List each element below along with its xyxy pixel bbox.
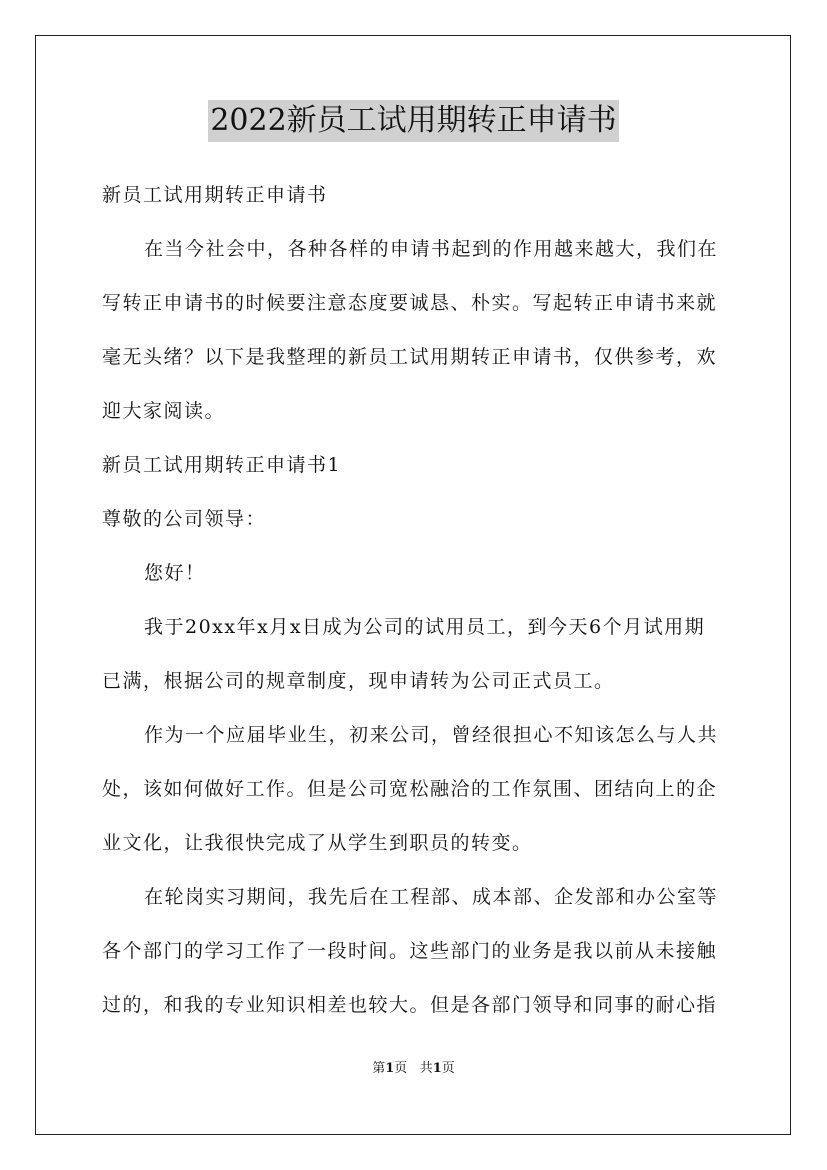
document-body bbox=[102, 168, 727, 1032]
paragraph-line: 过的，和我的专业知识相差也较大。但是各部门领导和同事的耐心指 bbox=[102, 994, 718, 1016]
document-title: 2022新员工试用期转正申请书 bbox=[208, 100, 618, 142]
intro-paragraph bbox=[102, 222, 727, 438]
total-prefix: 共 bbox=[419, 1061, 433, 1076]
paragraph-line: 各个部门的学习工作了一段时间。这些部门的业务是我以前从未接触 bbox=[102, 940, 718, 962]
greeting: 您好！ bbox=[144, 562, 206, 584]
subtitle: 新员工试用期转正申请书 bbox=[102, 184, 328, 206]
total-suffix: 页 bbox=[441, 1061, 455, 1076]
paragraph-3 bbox=[102, 870, 727, 1032]
paragraph-1 bbox=[102, 600, 727, 708]
paragraph-line: 作为一个应届毕业生，初来公司，曾经很担心不知该怎么与人共 bbox=[144, 724, 719, 746]
page-number: 1 bbox=[385, 1061, 395, 1076]
paragraph-line: 在轮岗实习期间，我先后在工程部、成本部、企发部和办公室等 bbox=[144, 886, 719, 908]
section-heading: 新员工试用期转正申请书1 bbox=[102, 454, 342, 476]
paragraph-line: 写转正申请书的时候要注意态度要诚恳、朴实。写起转正申请书来就 bbox=[102, 292, 718, 314]
paragraph-line: 处，该如何做好工作。但是公司宽松融洽的工作氛围、团结向上的企 bbox=[102, 778, 718, 800]
total-pages: 1 bbox=[432, 1061, 442, 1076]
paragraph-line: 迎大家阅读。 bbox=[102, 400, 226, 422]
paragraph-line: 毫无头绪？以下是我整理的新员工试用期转正申请书，仅供参考，欢 bbox=[102, 346, 718, 368]
paragraph-line: 业文化，让我很快完成了从学生到职员的转变。 bbox=[102, 832, 533, 854]
paragraph-line: 我于20xx年x月x日成为公司的试用员工，到今天6个月试用期 bbox=[144, 616, 706, 638]
paragraph-line: 在当今社会中，各种各样的申请书起到的作用越来越大，我们在 bbox=[144, 238, 719, 260]
page-suffix: 页 bbox=[394, 1061, 408, 1076]
page-footer bbox=[0, 1057, 827, 1076]
page-prefix: 第 bbox=[372, 1061, 386, 1076]
salutation: 尊敬的公司领导： bbox=[102, 508, 267, 530]
paragraph-line: 已满，根据公司的规章制度，现申请转为公司正式员工。 bbox=[102, 670, 615, 692]
title-container bbox=[0, 100, 827, 142]
paragraph-2 bbox=[102, 708, 727, 870]
